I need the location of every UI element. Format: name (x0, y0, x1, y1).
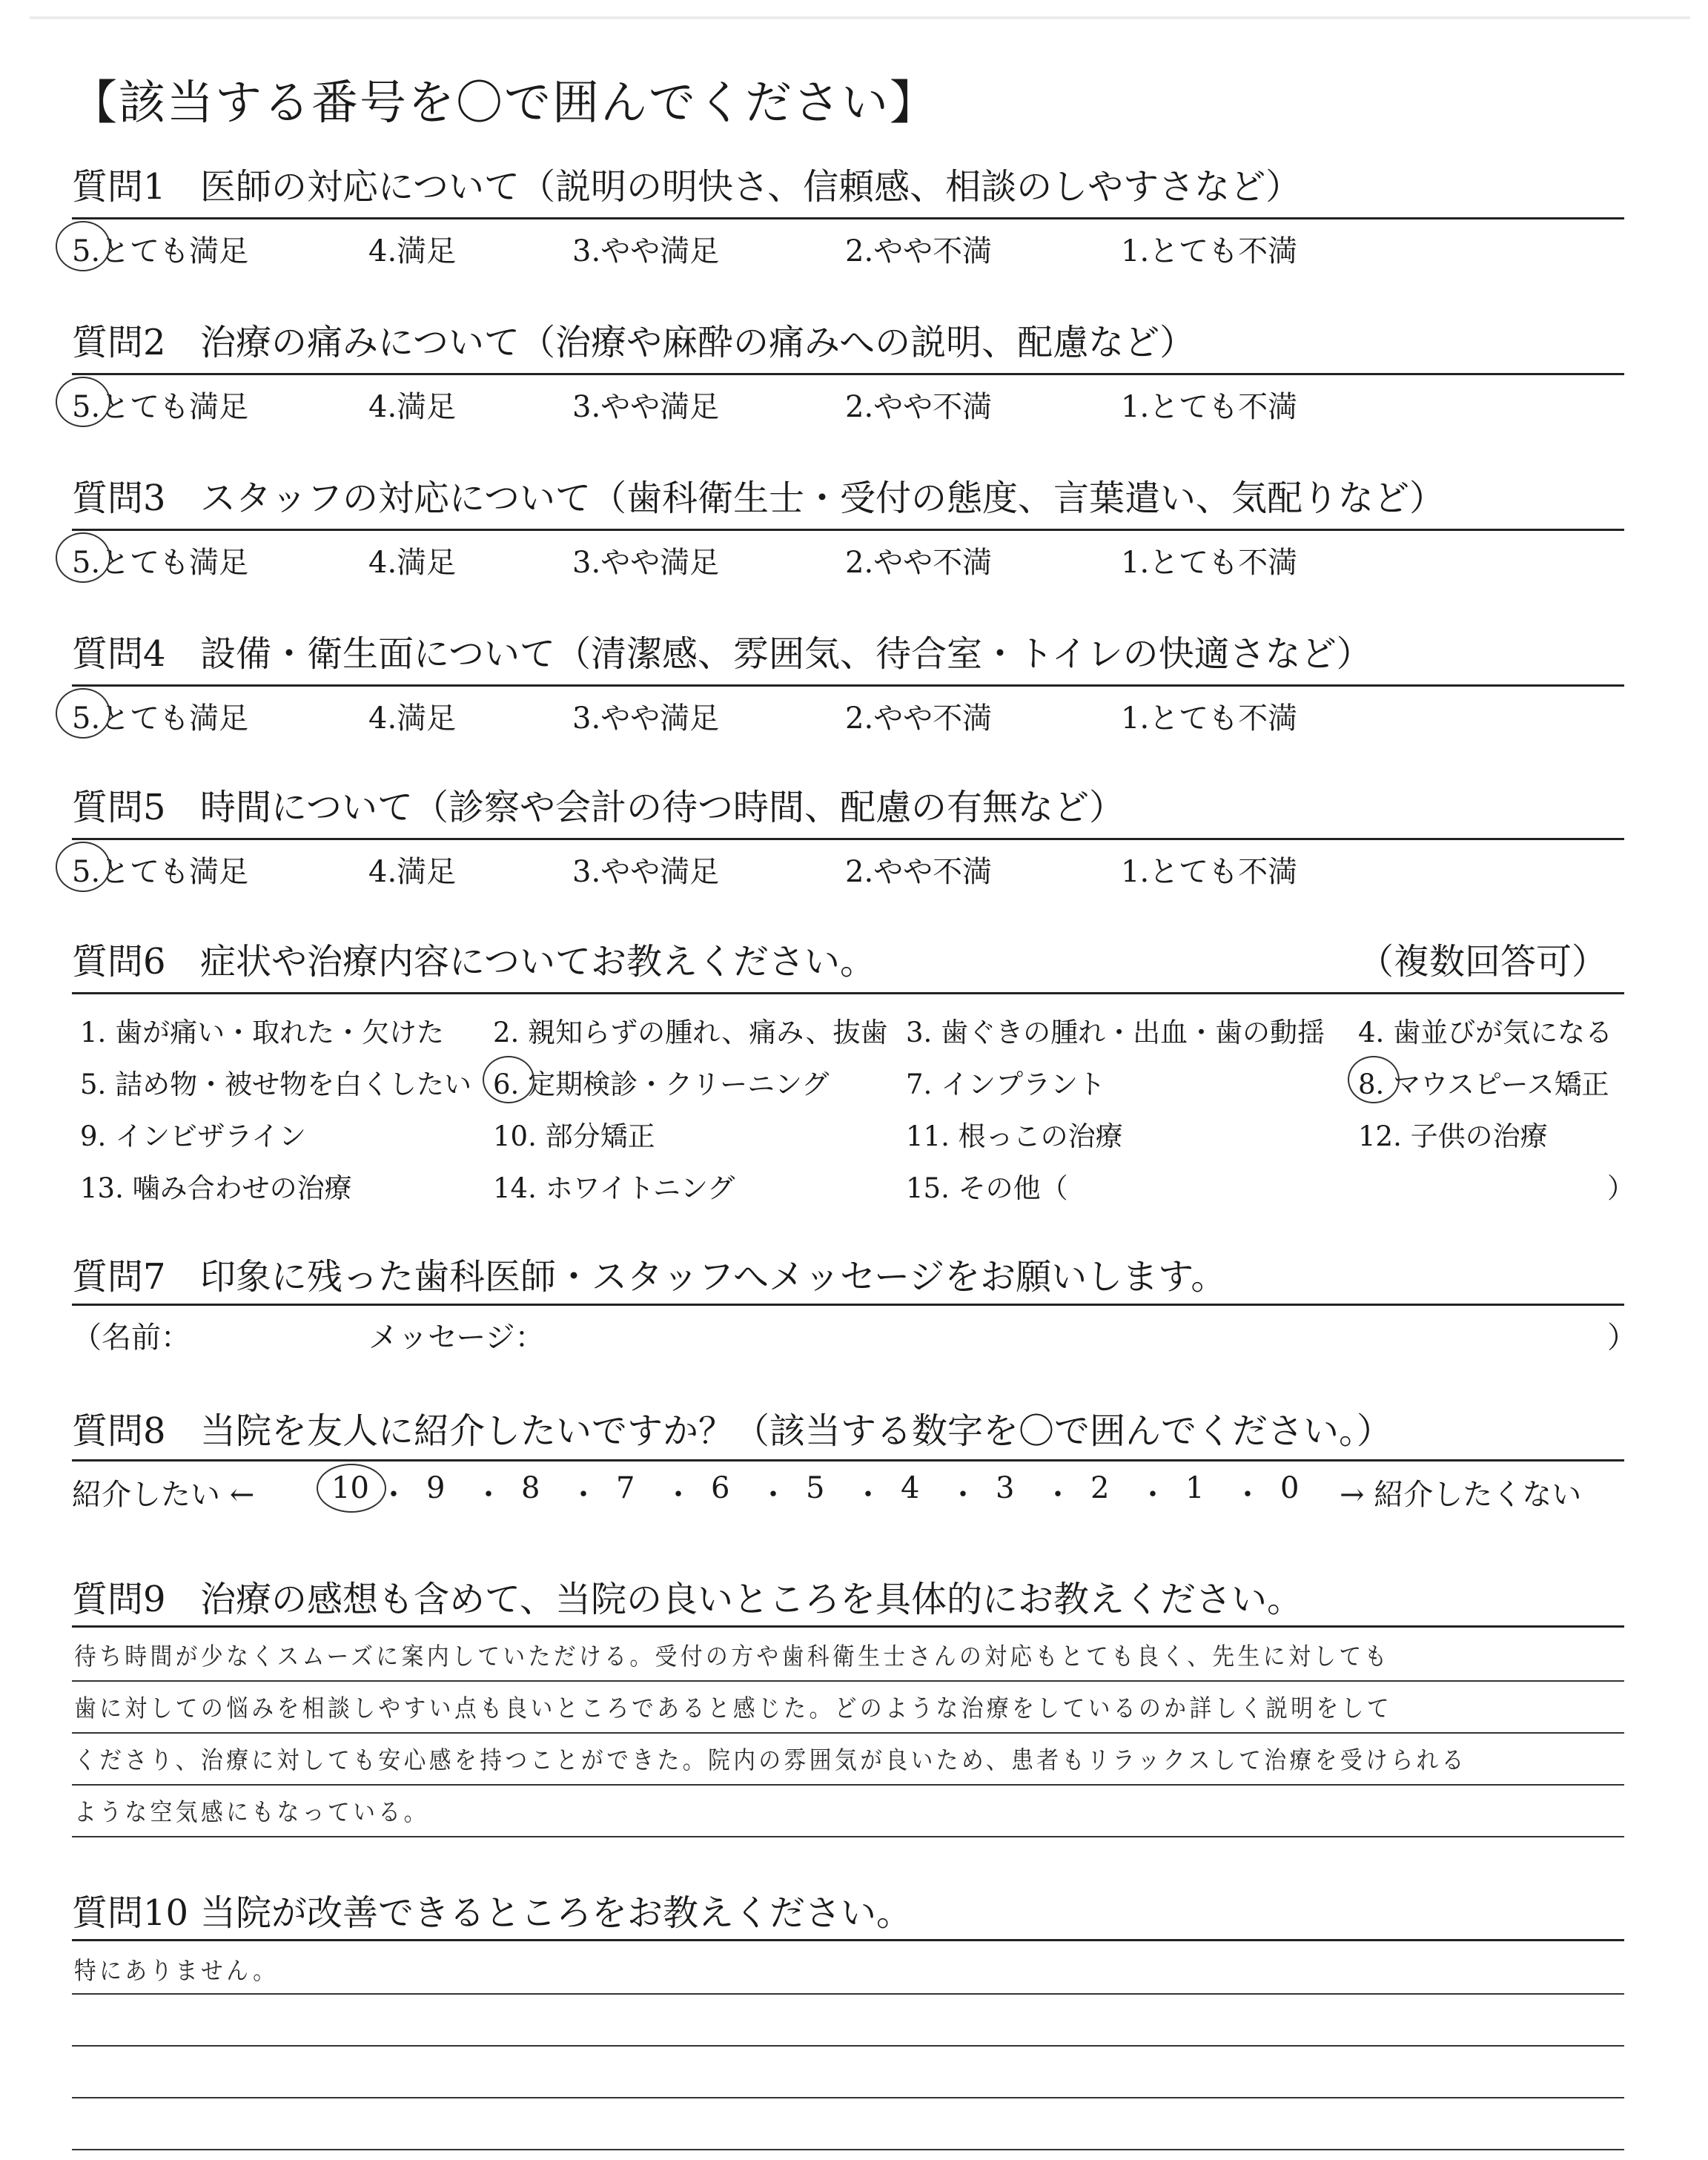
rating-option: 5.とても満足 (72, 855, 249, 889)
rating-option: 5.とても満足 (72, 546, 249, 580)
question-4 (72, 630, 1629, 678)
handwritten-line: 特にありません。 (74, 1956, 279, 1985)
scale-value: 10 (331, 1471, 369, 1505)
question-text: 医師の対応について（説明の明快さ、信頼感、相談のしやすさなど） (200, 166, 1302, 208)
treatment-option: 7. インプラント (906, 1069, 1106, 1100)
scale-separator: ・ (474, 1478, 503, 1512)
question-number: 質問3 (72, 478, 166, 519)
rating-option: 1.とても不満 (1121, 855, 1298, 889)
rating-option: 4.満足 (368, 234, 457, 268)
question-title (72, 319, 1629, 366)
question-text: 治療の痛みについて（治療や麻酔の痛みへの説明、配慮など） (200, 322, 1196, 363)
scale-value: 4 (901, 1471, 920, 1505)
rating-option: 3.やや満足 (572, 234, 720, 268)
rating-option: 5.とても満足 (72, 234, 249, 268)
answer-circle (317, 1464, 386, 1513)
question-9 (72, 1576, 1629, 1623)
writing-line (72, 1680, 1624, 1682)
question-text: スタッフの対応について（歯科衛生士・受付の態度、言葉遣い、気配りなど） (200, 478, 1446, 519)
handwritten-line: くださり、治療に対しても安心感を持つことができた。院内の雰囲気が良いため、患者もリラックスして治療を受けられる (74, 1745, 1467, 1774)
treatment-option: 9. インビザライン (80, 1120, 306, 1152)
question-number: 質問8 (72, 1410, 166, 1452)
question-rule (72, 217, 1624, 219)
question-text: 設備・衛生面について（清潔感、雰囲気、待合室・トイレの快適さなど） (200, 633, 1372, 675)
answer-circle (56, 377, 110, 427)
message-close-paren: ） (1607, 1321, 1637, 1355)
question-number: 質問4 (72, 633, 166, 675)
answer-circle (1348, 1056, 1400, 1103)
scale-separator: ・ (1138, 1478, 1168, 1512)
top-edge (30, 16, 1690, 19)
scale-separator: ・ (663, 1478, 693, 1512)
question-rule (72, 529, 1624, 531)
scale-right-label: → 紹介したくない (1340, 1478, 1582, 1512)
scale-value: 1 (1185, 1471, 1205, 1505)
writing-line (72, 1836, 1624, 1837)
scale-separator: ・ (379, 1478, 408, 1512)
question-rule (72, 1939, 1624, 1941)
question-number: 質問6 (72, 941, 166, 982)
question-number: 質問10 (72, 1892, 189, 1934)
question-number: 質問7 (72, 1256, 166, 1298)
scale-value: 9 (426, 1471, 446, 1505)
question-text: 時間について（診察や会計の待つ時間、配慮の有無など） (200, 787, 1125, 828)
rating-option: 2.やや不満 (845, 390, 993, 424)
treatment-option: 12. 子供の治療 (1358, 1120, 1548, 1152)
name-label: （名前： (72, 1321, 191, 1355)
scale-separator: ・ (853, 1478, 883, 1512)
treatment-option: 14. ホワイトニング (493, 1172, 735, 1204)
scale-separator: ・ (758, 1478, 788, 1512)
writing-line (72, 2149, 1624, 2150)
handwritten-line: ような空気感にもなっている。 (74, 1797, 429, 1826)
scale-value: 3 (996, 1471, 1015, 1505)
scale-separator: ・ (1233, 1478, 1262, 1512)
rating-option: 4.満足 (368, 701, 457, 736)
writing-line (72, 1784, 1624, 1786)
treatment-option: 11. 根っこの治療 (906, 1120, 1123, 1152)
treatment-option: 8. マウスピース矯正 (1358, 1069, 1609, 1100)
treatment-option: 3. 歯ぐきの腫れ・出血・歯の動揺 (906, 1017, 1325, 1048)
treatment-option: 15. その他（ (906, 1172, 1068, 1204)
scale-value: 8 (521, 1471, 540, 1505)
question-title (72, 163, 1629, 211)
scale-value: 0 (1280, 1471, 1300, 1505)
question-text: 当院が改善できるところをお教えください。 (200, 1892, 913, 1934)
question-8 (72, 1407, 1629, 1455)
answer-circle (56, 221, 110, 271)
question-number: 質問1 (72, 166, 166, 208)
question-5 (72, 784, 1629, 831)
question-rule (72, 1459, 1624, 1462)
scale-separator: ・ (569, 1478, 598, 1512)
scale-separator: ・ (948, 1478, 978, 1512)
question-title (72, 1253, 1629, 1301)
rating-option: 1.とても不満 (1121, 546, 1298, 580)
rating-option: 4.満足 (368, 390, 457, 424)
rating-option: 1.とても不満 (1121, 390, 1298, 424)
scale-value: 6 (711, 1471, 730, 1505)
answer-circle (56, 532, 110, 583)
rating-option: 4.満足 (368, 855, 457, 889)
treatment-option: 10. 部分矯正 (493, 1120, 655, 1152)
writing-line (72, 2045, 1624, 2047)
question-text: 治療の感想も含めて、当院の良いところを具体的にお教えください。 (200, 1579, 1303, 1620)
question-1 (72, 163, 1629, 211)
question-text: 当院を友人に紹介したいですか？（該当する数字を〇で囲んでください。） (200, 1410, 1393, 1452)
question-title (72, 1889, 1629, 1937)
question-3 (72, 475, 1629, 522)
rating-option: 2.やや不満 (845, 234, 993, 268)
treatment-option: ） (1607, 1172, 1635, 1204)
question-rule (72, 1304, 1624, 1306)
question-rule (72, 992, 1624, 994)
rating-option: 5.とても満足 (72, 390, 249, 424)
question-title (72, 1576, 1629, 1623)
question-number: 質問9 (72, 1579, 166, 1620)
rating-option: 4.満足 (368, 546, 457, 580)
question-title (72, 784, 1629, 831)
handwritten-line: 歯に対しての悩みを相談しやすい点も良いところであると感じた。どのような治療をしているのか詳しく説明をして (74, 1694, 1393, 1723)
question-text: 印象に残った歯科医師・スタッフへメッセージをお願いします。 (200, 1256, 1227, 1298)
scale-left-label: 紹介したい ← (72, 1478, 255, 1512)
scale-value: 2 (1090, 1471, 1110, 1505)
question-7 (72, 1253, 1629, 1301)
writing-line (72, 2097, 1624, 2098)
writing-line (72, 1732, 1624, 1734)
question-rule (72, 1625, 1624, 1628)
question-2 (72, 319, 1629, 366)
scale-value: 7 (616, 1471, 635, 1505)
treatment-option: 13. 噛み合わせの治療 (80, 1172, 352, 1204)
rating-option: 5.とても満足 (72, 701, 249, 736)
question-title (72, 630, 1629, 678)
rating-option: 2.やや不満 (845, 855, 993, 889)
question-title (72, 475, 1629, 522)
question-number: 質問2 (72, 322, 166, 363)
writing-line (72, 1993, 1624, 1995)
answer-circle (483, 1056, 534, 1103)
rating-option: 3.やや満足 (572, 855, 720, 889)
rating-option: 3.やや満足 (572, 546, 720, 580)
answer-circle (56, 688, 110, 739)
question-rule (72, 838, 1624, 840)
answer-circle (56, 842, 110, 892)
treatment-option: 4. 歯並びが気になる (1358, 1017, 1613, 1048)
question-10 (72, 1889, 1629, 1937)
treatment-option: 5. 詰め物・被せ物を白くしたい (80, 1069, 472, 1100)
message-label: メッセージ： (368, 1321, 545, 1355)
rating-option: 2.やや不満 (845, 701, 993, 736)
treatment-option: 6. 定期検診・クリーニング (493, 1069, 830, 1100)
treatment-option: 1. 歯が痛い・取れた・欠けた (80, 1017, 445, 1048)
question-rule (72, 373, 1624, 375)
rating-option: 2.やや不満 (845, 546, 993, 580)
question-rule (72, 684, 1624, 687)
scale-value: 5 (806, 1471, 825, 1505)
rating-option: 3.やや満足 (572, 701, 720, 736)
rating-option: 1.とても不満 (1121, 701, 1298, 736)
treatment-option: 2. 親知らずの腫れ、痛み、抜歯 (493, 1017, 888, 1048)
question-text: 症状や治療内容についてお教えください。 (200, 941, 876, 982)
page-heading: 【該当する番号を〇で囲んでください】 (70, 76, 938, 130)
scale-separator: ・ (1043, 1478, 1073, 1512)
rating-option: 3.やや満足 (572, 390, 720, 424)
handwritten-line: 待ち時間が少なくスムーズに案内していただける。受付の方や歯科衛生士さんの対応もとても良く、先生に対しても (74, 1642, 1390, 1671)
question-title (72, 1407, 1629, 1455)
question-number: 質問5 (72, 787, 166, 828)
multiple-answer-note: （複数回答可） (1358, 941, 1608, 982)
rating-option: 1.とても不満 (1121, 234, 1298, 268)
